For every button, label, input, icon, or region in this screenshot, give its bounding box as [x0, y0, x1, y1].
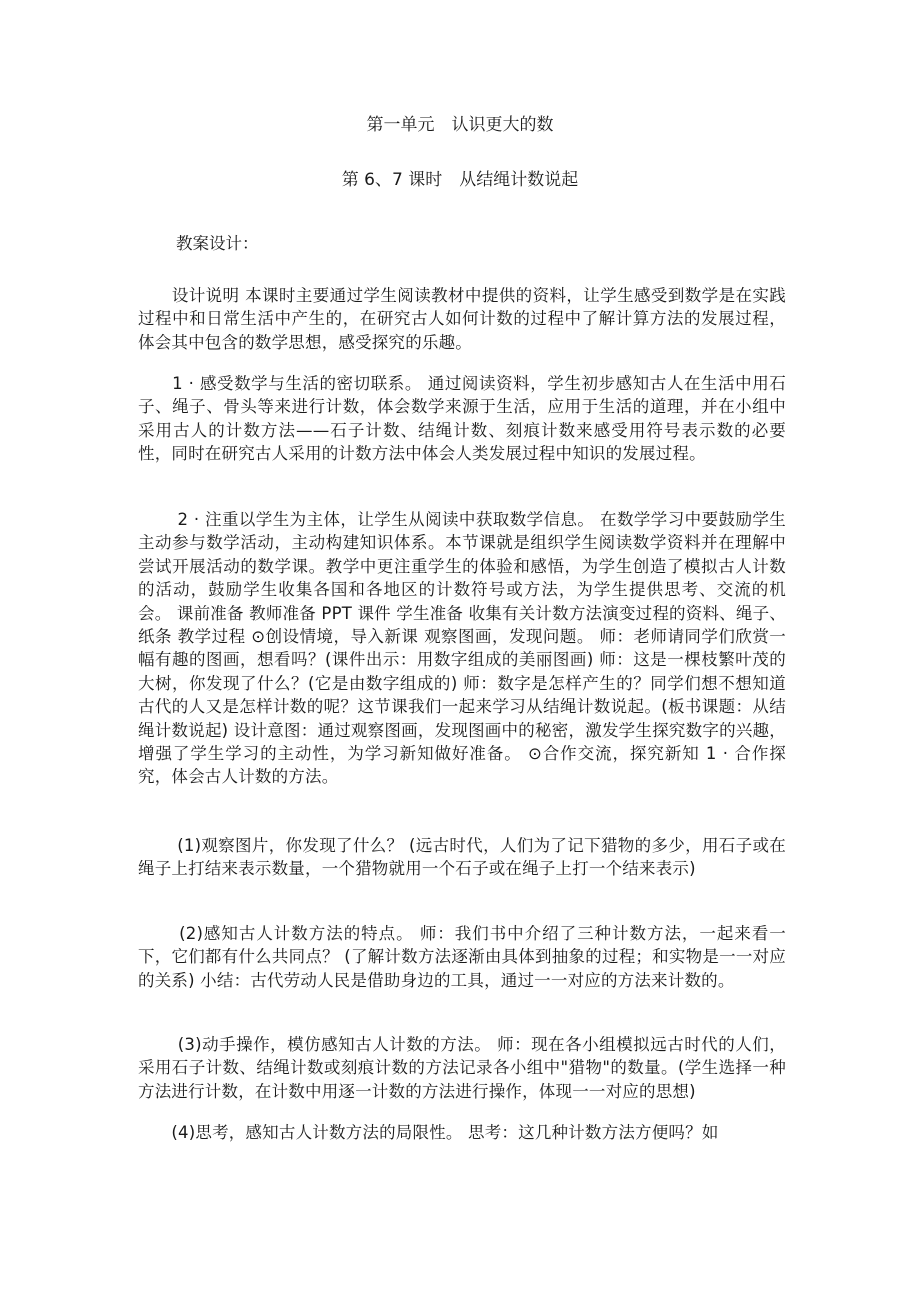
lesson-title: 第 6、7 课时 从结绳计数说起: [341, 170, 579, 190]
paragraph-step-2: (2)感知古人计数方法的特点。 师：我们书中介绍了三种计数方法，一起来看一下，它们都有什么共同点？ (了解计数方法逐渐由具体到抽象的过程；和实物是一一对应的关系) 小结：古代劳动人民是借助身边的工具，通过一一对应的方法来计数的。: [138, 924, 786, 990]
section-label: 教案设计：: [176, 234, 259, 253]
unit-title: 第一单元 认识更大的数: [366, 115, 554, 135]
paragraph-step-1: (1)观察图片，你发现了什么？ (远古时代，人们为了记下猎物的多少，用石子或在绳子上打结来表示数量，一个猎物就用一个石子或在绳子上打一个结来表示): [138, 836, 786, 879]
paragraph-step-3: (3)动手操作，模仿感知古人计数的方法。 师：现在各小组模拟远古时代的人们，采用石子计数、结绳计数或刻痕计数的方法记录各小组中"猎物"的数量。(学生选择一种方法进行计数，在计数中用逐一计数的方法进行操作，体现一一对应的思想): [138, 1035, 786, 1101]
paragraph-point-1: 1 · 感受数学与生活的密切联系。 通过阅读资料，学生初步感知古人在生活中用石子、绳子、骨头等来进行计数，体会数学来源于生活，应用于生活的道理，并在小组中采用古人的计数方法——石子计数、结绳计数、刻痕计数来感受用符号表示数的必要性，同时在研究古人采用的计数方法中体会人类发展过程中知识的发展过程。: [138, 374, 786, 464]
paragraph-design-note: 设计说明 本课时主要通过学生阅读教材中提供的资料，让学生感受到数学是在实践过程中和日常生活中产生的，在研究古人如何计数的过程中了解计算方法的发展过程，体会其中包含的数学思想，感受探究的乐趣。: [138, 286, 786, 352]
paragraph-step-4: (4)思考，感知古人计数方法的局限性。 思考：这几种计数方法方便吗？如: [138, 1123, 719, 1142]
paragraph-point-2: 2 · 注重以学生为主体，让学生从阅读中获取数学信息。 在数学学习中要鼓励学生主动参与数学活动，主动构建知识体系。本节课就是组织学生阅读数学资料并在理解中尝试开展活动的数学课。教学中更注重学生的体验和感悟，为学生创造了模拟古人计数的活动，鼓励学生收集各国和各地区的计数符号或方法，为学生提供思考、交流的机会。 课前准备 教师准备 PPT 课件 学生准备 收集有关计数方法演变过程的资料、绳子、纸条 教学过程 ⊙创设情境，导入新课 观察图画，发现问题。 师：老师请同学们欣赏一幅有趣的图画，想看吗？(课件出示：用数字组成的美丽图画) 师：这是一棵枝繁叶茂的大树，你发现了什么？(它是由数字组成的) 师：数字是怎样产生的？同学们想不想知道古代的人又是怎样计数的呢？这节课我们一起来学习从结绳计数说起。(板书课题：从结绳计数说起) 设计意图：通过观察图画，发现图画中的秘密，激发学生探究数字的兴趣，增强了学生学习的主动性，为学习新知做好准备。 ⊙合作交流，探究新知 1 · 合作探究，体会古人计数的方法。: [138, 510, 786, 787]
